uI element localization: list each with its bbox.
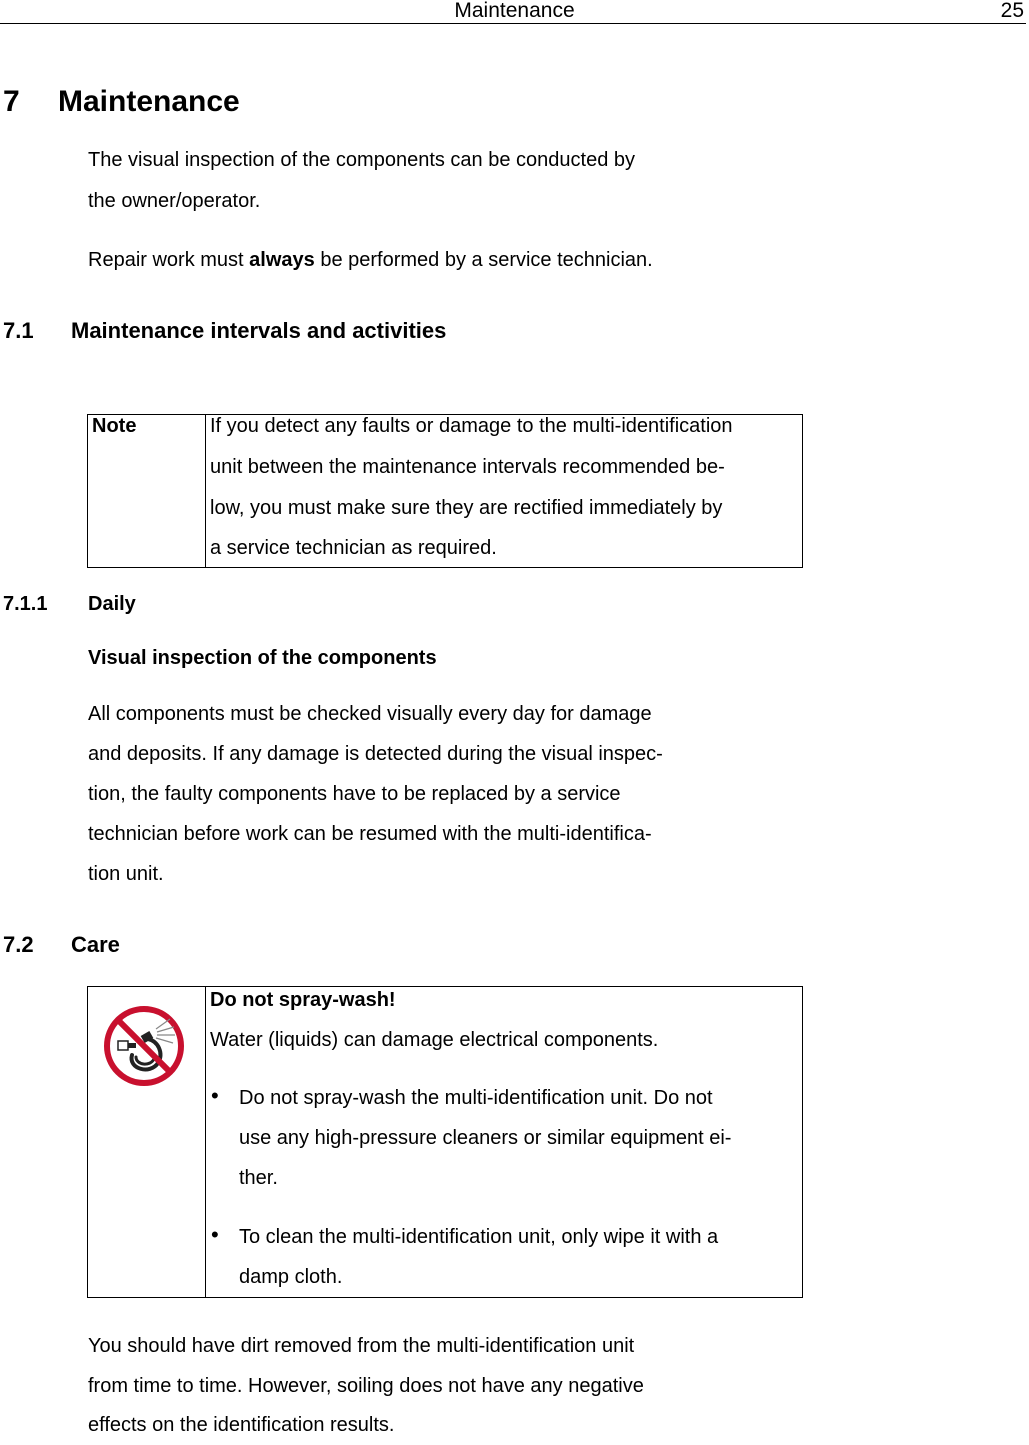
daily-line-3: tion, the faulty components have to be replaced by a service bbox=[88, 783, 621, 805]
repair-text-post: be performed by a service technician. bbox=[314, 249, 653, 271]
intro-line-1: The visual inspection of the components can be conducted by bbox=[88, 149, 636, 171]
intro-line-2: the owner/operator. bbox=[88, 190, 261, 212]
section-7-1-1-title: Daily bbox=[88, 593, 136, 615]
section-7-1-number: 7.1 bbox=[3, 318, 34, 343]
section-7-1-title: Maintenance intervals and activities bbox=[71, 318, 447, 343]
bullet-2-line-2: damp cloth. bbox=[239, 1266, 343, 1288]
note-label: Note bbox=[92, 415, 137, 437]
bullet-1-line-1: Do not spray-wash the multi-identification unit. Do not bbox=[239, 1087, 713, 1109]
note-line-3: low, you must make sure they are rectified immediately by bbox=[210, 497, 723, 519]
section-7-2-title: Care bbox=[71, 932, 120, 957]
header-rule bbox=[0, 23, 1026, 24]
warning-divider bbox=[205, 986, 206, 1298]
bullet-1-line-2: use any high-pressure cleaners or similar equipment ei- bbox=[239, 1127, 732, 1149]
chapter-title: Maintenance bbox=[58, 85, 240, 118]
page-number: 25 bbox=[1000, 0, 1024, 22]
daily-line-5: tion unit. bbox=[88, 863, 164, 885]
daily-line-1: All components must be checked visually every day for damage bbox=[88, 703, 652, 725]
bullet-1-marker: • bbox=[211, 1083, 219, 1108]
bullet-1-line-3: ther. bbox=[239, 1167, 278, 1189]
daily-line-4: technician before work can be resumed with the multi-identifica- bbox=[88, 823, 652, 845]
note-line-2: unit between the maintenance intervals recommended be- bbox=[210, 456, 725, 478]
outro-line-3: effects on the identification results. bbox=[88, 1414, 395, 1436]
visual-inspection-heading: Visual inspection of the components bbox=[88, 647, 437, 669]
repair-paragraph bbox=[88, 240, 653, 280]
outro-line-1: You should have dirt removed from the multi-identification unit bbox=[88, 1335, 635, 1357]
outro-line-2: from time to time. However, soiling does not have any negative bbox=[88, 1375, 644, 1397]
note-divider bbox=[205, 414, 206, 568]
section-7-1-1-number: 7.1.1 bbox=[3, 593, 48, 615]
warning-title: Do not spray-wash! bbox=[210, 989, 396, 1011]
repair-text-pre: Repair work must bbox=[88, 249, 250, 271]
repair-text-bold: always bbox=[249, 249, 315, 271]
no-spray-wash-icon bbox=[104, 1003, 184, 1089]
section-7-2-number: 7.2 bbox=[3, 932, 34, 957]
warning-subtitle: Water (liquids) can damage electrical components. bbox=[210, 1029, 659, 1051]
note-line-1: If you detect any faults or damage to the multi-identification bbox=[210, 415, 733, 437]
bullet-2-marker: • bbox=[211, 1222, 219, 1247]
running-header-title: Maintenance bbox=[454, 0, 575, 22]
daily-line-2: and deposits. If any damage is detected during the visual inspec- bbox=[88, 743, 663, 765]
chapter-number: 7 bbox=[3, 85, 20, 118]
note-line-4: a service technician as required. bbox=[210, 537, 497, 559]
bullet-2-line-1: To clean the multi-identification unit, only wipe it with a bbox=[239, 1226, 719, 1248]
